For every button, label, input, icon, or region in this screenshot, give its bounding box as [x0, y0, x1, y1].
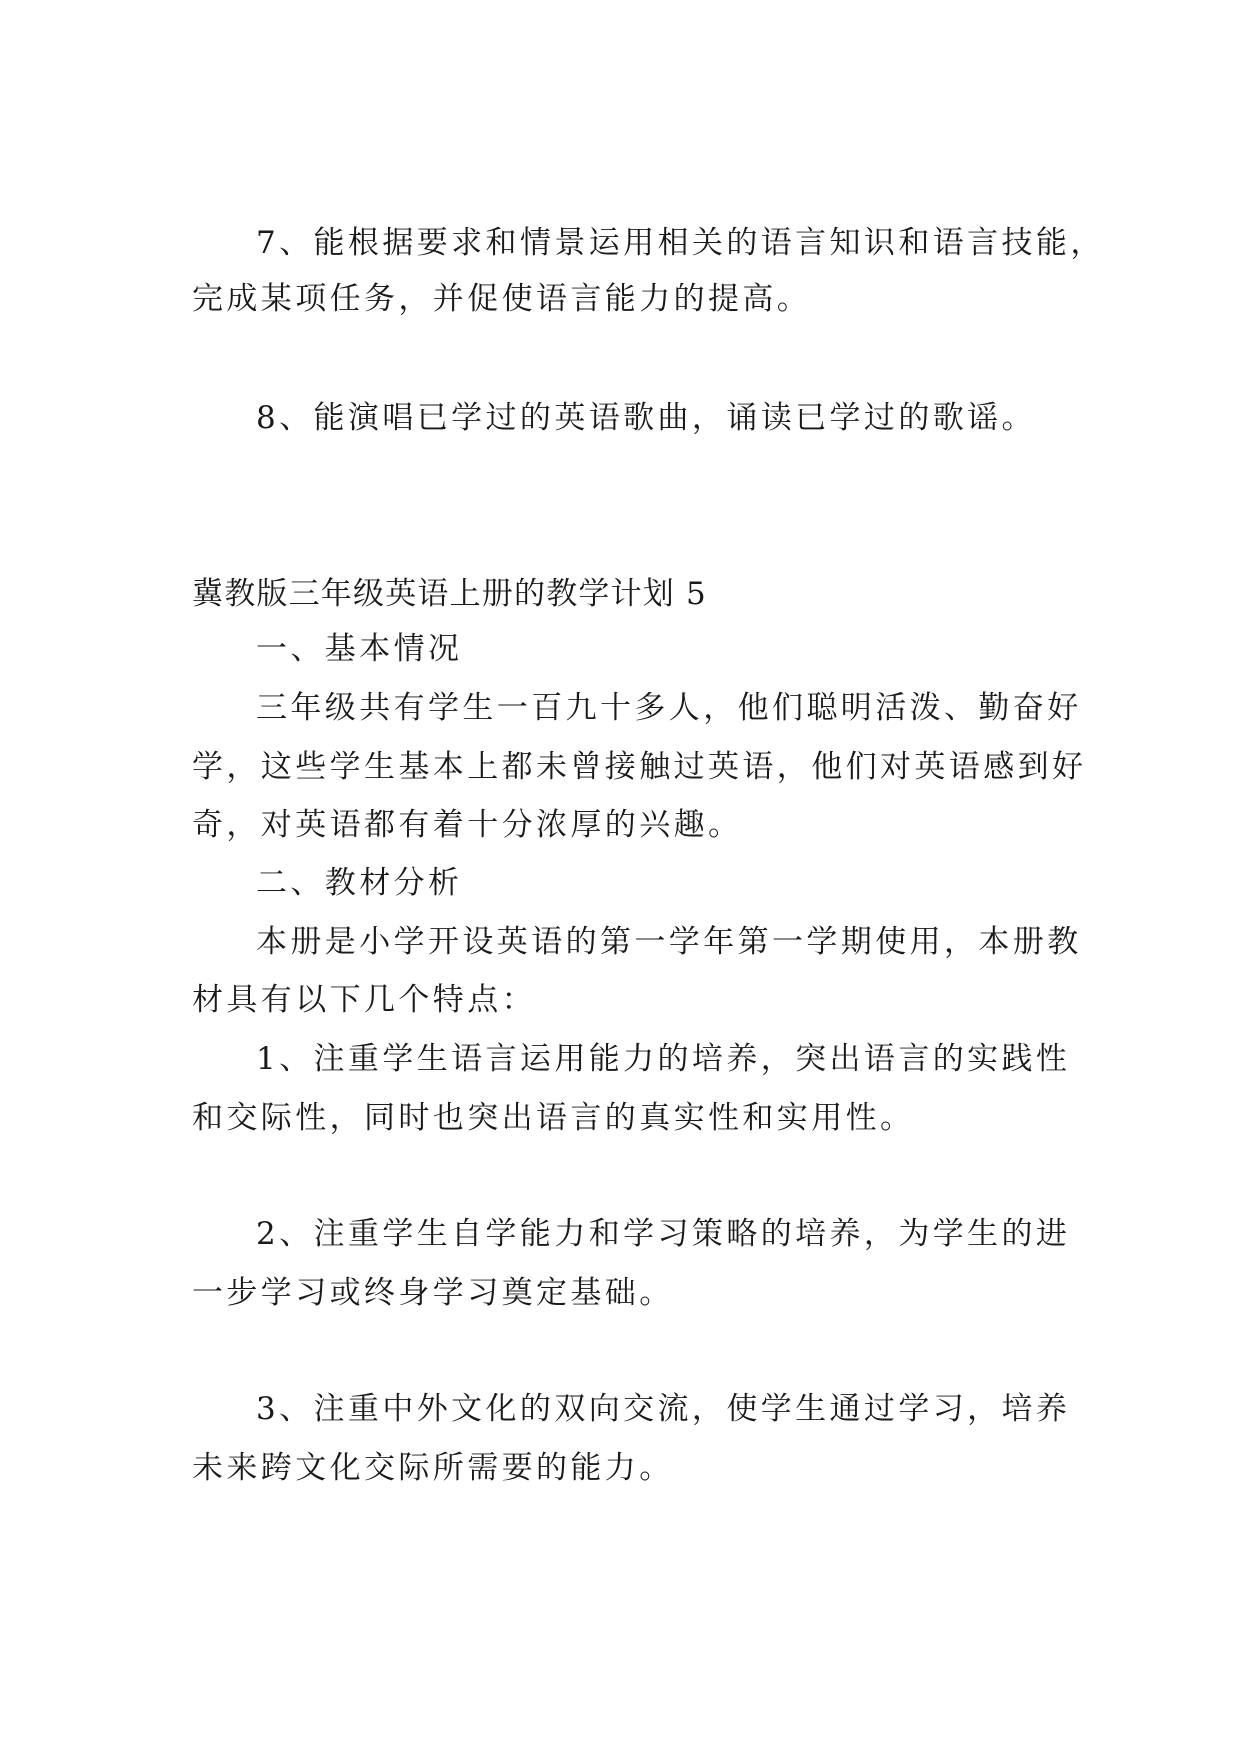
section-title: 冀教版三年级英语上册的教学计划 5	[192, 576, 707, 612]
heading-basic-situation: 一、基本情况	[256, 631, 463, 667]
point-1-line-1: 1、注重学生语言运用能力的培养，突出语言的实践性	[256, 1041, 1071, 1077]
point-2-line-1: 2、注重学生自学能力和学习策略的培养，为学生的进	[256, 1216, 1071, 1252]
item-7-line-1: 7、能根据要求和情景运用相关的语言知识和语言技能，	[256, 225, 1105, 261]
para-2-line-2: 材具有以下几个特点：	[192, 982, 536, 1018]
para-1-line-2: 学，这些学生基本上都未曾接触过英语，他们对英语感到好	[192, 749, 1087, 785]
point-3-line-1: 3、注重中外文化的双向交流，使学生通过学习，培养	[256, 1391, 1071, 1427]
point-2-line-2: 一步学习或终身学习奠定基础。	[192, 1275, 674, 1311]
heading-textbook-analysis: 二、教材分析	[256, 865, 463, 901]
point-3-line-2: 未来跨文化交际所需要的能力。	[192, 1450, 674, 1486]
para-1-line-1: 三年级共有学生一百九十多人，他们聪明活泼、勤奋好	[256, 690, 1082, 726]
item-8: 8、能演唱已学过的英语歌曲，诵读已学过的歌谣。	[256, 400, 1036, 436]
para-1-line-3: 奇，对英语都有着十分浓厚的兴趣。	[192, 807, 743, 843]
para-2-line-1: 本册是小学开设英语的第一学年第一学期使用，本册教	[256, 924, 1082, 960]
item-7-line-2: 完成某项任务，并促使语言能力的提高。	[192, 281, 812, 317]
point-1-line-2: 和交际性，同时也突出语言的真实性和实用性。	[192, 1100, 915, 1136]
